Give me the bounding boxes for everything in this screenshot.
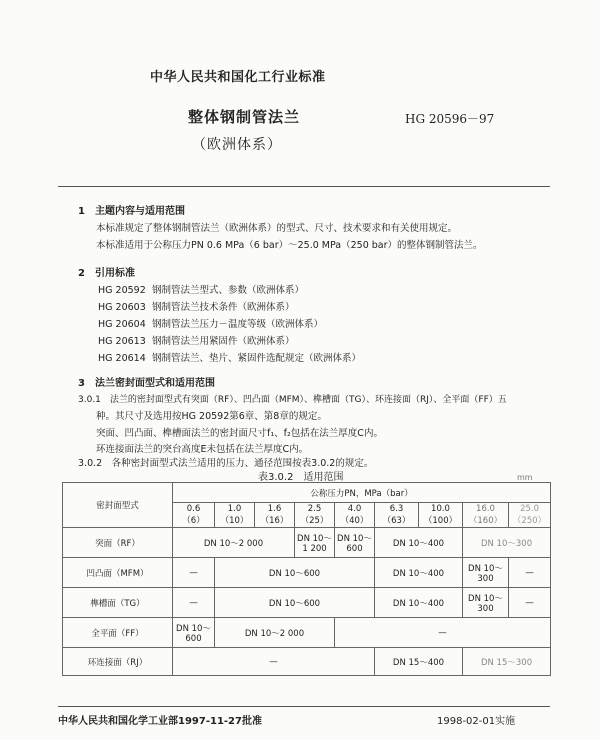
range-cell: — [173, 558, 215, 588]
range-cell: DN 10～600 [215, 558, 375, 588]
pressure-cell: 25.0 （250） [509, 503, 551, 528]
range-cell: DN 10～300 [463, 588, 509, 618]
paragraph-3-0-1: 3.0.1 法兰的密封面型式有突面（RF）、凹凸面（MFM）、榫槽面（TG）、环连接面（RJ）、全平面（FF）五 [78, 395, 507, 405]
range-cell: DN 10～600 [173, 618, 215, 648]
row-label-ff: 全平面（FF） [63, 618, 173, 648]
range-cell: DN 15～300 [463, 648, 551, 676]
section-1-heading: 1 主题内容与适用范围 [78, 206, 185, 217]
range-cell: DN 10～2 000 [215, 618, 335, 648]
pressure-cell: 2.5 （25） [295, 503, 335, 528]
pressure-cell: 16.0 （160） [463, 503, 509, 528]
paragraph-3-0-2: 3.0.2 各种密封面型式法兰适用的压力、通径范围按表3.0.2的规定。 [78, 458, 374, 469]
range-cell: DN 10～2 000 [173, 528, 295, 558]
pressure-cell: 10.0 （100） [419, 503, 463, 528]
standard-number: HG 20596－97 [405, 112, 495, 126]
row-label-mfm: 凹凸面（MFM） [63, 558, 173, 588]
document-subtitle: （欧洲体系） [192, 137, 282, 153]
section-3-heading: 3 法兰密封面型式和适用范围 [78, 378, 215, 389]
col-head-seal-type: 密封面型式 [63, 483, 173, 528]
reference-item: HG 20614 钢制管法兰、垫片、紧固件选配规定（欧洲体系） [98, 353, 362, 364]
row-label-rj: 环连接面（RJ） [63, 648, 173, 676]
section-1-line: 本标准适用于公称压力PN 0.6 MPa（6 bar）～25.0 MPa（250 bar）的整体钢制管法兰。 [96, 240, 483, 251]
standard-header: 中华人民共和国化工行业标准 [150, 70, 326, 85]
reference-item: HG 20604 钢制管法兰压力－温度等级（欧洲体系） [98, 319, 324, 330]
range-cell: — [173, 648, 375, 676]
reference-item: HG 20603 钢制管法兰技术条件（欧洲体系） [98, 302, 295, 313]
table-caption: 表3.0.2 适用范围 [258, 472, 344, 483]
footer-rule [58, 706, 550, 707]
range-cell: DN 15～400 [375, 648, 463, 676]
pressure-cell: 1.0 （10） [215, 503, 255, 528]
section-1-line: 本标准规定了整体钢制管法兰（欧洲体系）的型式、尺寸、技术要求和有关使用规定。 [96, 223, 458, 234]
range-cell: — [509, 558, 551, 588]
range-cell: — [335, 618, 551, 648]
reference-item: HG 20613 钢制管法兰用紧固件（欧洲体系） [98, 336, 295, 347]
paragraph-3-0-1-seal-faces: 突面、凹凸面、榫槽面法兰的密封面尺寸f₁、f₂包括在法兰厚度C内。 [96, 428, 383, 439]
range-cell: DN 10～1 200 [295, 528, 335, 558]
application-range-table [62, 482, 551, 676]
paragraph-3-0-1-rj: 环连接面法兰的突台高度E未包括在法兰厚度C内。 [96, 444, 309, 455]
range-cell: DN 10～300 [463, 558, 509, 588]
pressure-cell: 6.3 （63） [375, 503, 419, 528]
range-cell: — [173, 588, 215, 618]
pressure-cell: 1.6 （16） [255, 503, 295, 528]
range-cell: DN 10～300 [463, 528, 551, 558]
header-rule [58, 186, 550, 187]
reference-item: HG 20592 钢制管法兰型式、参数（欧洲体系） [98, 285, 305, 296]
pressure-cell: 4.0 （40） [335, 503, 375, 528]
document-title: 整体钢制管法兰 [188, 108, 301, 126]
pressure-cell: 0.6 （6） [173, 503, 215, 528]
row-label-rf: 突面（RF） [63, 528, 173, 558]
table-unit: mm [517, 473, 533, 482]
paragraph-3-0-1-cont: 种。其尺寸及选用按HG 20592第6章、第8章的规定。 [96, 411, 327, 422]
range-cell: DN 10～600 [335, 528, 375, 558]
range-cell: DN 10～400 [375, 558, 463, 588]
col-head-pressure: 公称压力PN，MPa（bar） [173, 483, 551, 503]
range-cell: — [509, 588, 551, 618]
range-cell: DN 10～400 [375, 588, 463, 618]
range-cell: DN 10～600 [215, 588, 375, 618]
approval-note: 中华人民共和国化学工业部1997-11-27批准 [58, 716, 262, 727]
range-cell: DN 10～400 [375, 528, 463, 558]
implementation-date: 1998-02-01实施 [437, 716, 516, 727]
section-2-heading: 2 引用标准 [78, 268, 135, 279]
row-label-tg: 榫槽面（TG） [63, 588, 173, 618]
